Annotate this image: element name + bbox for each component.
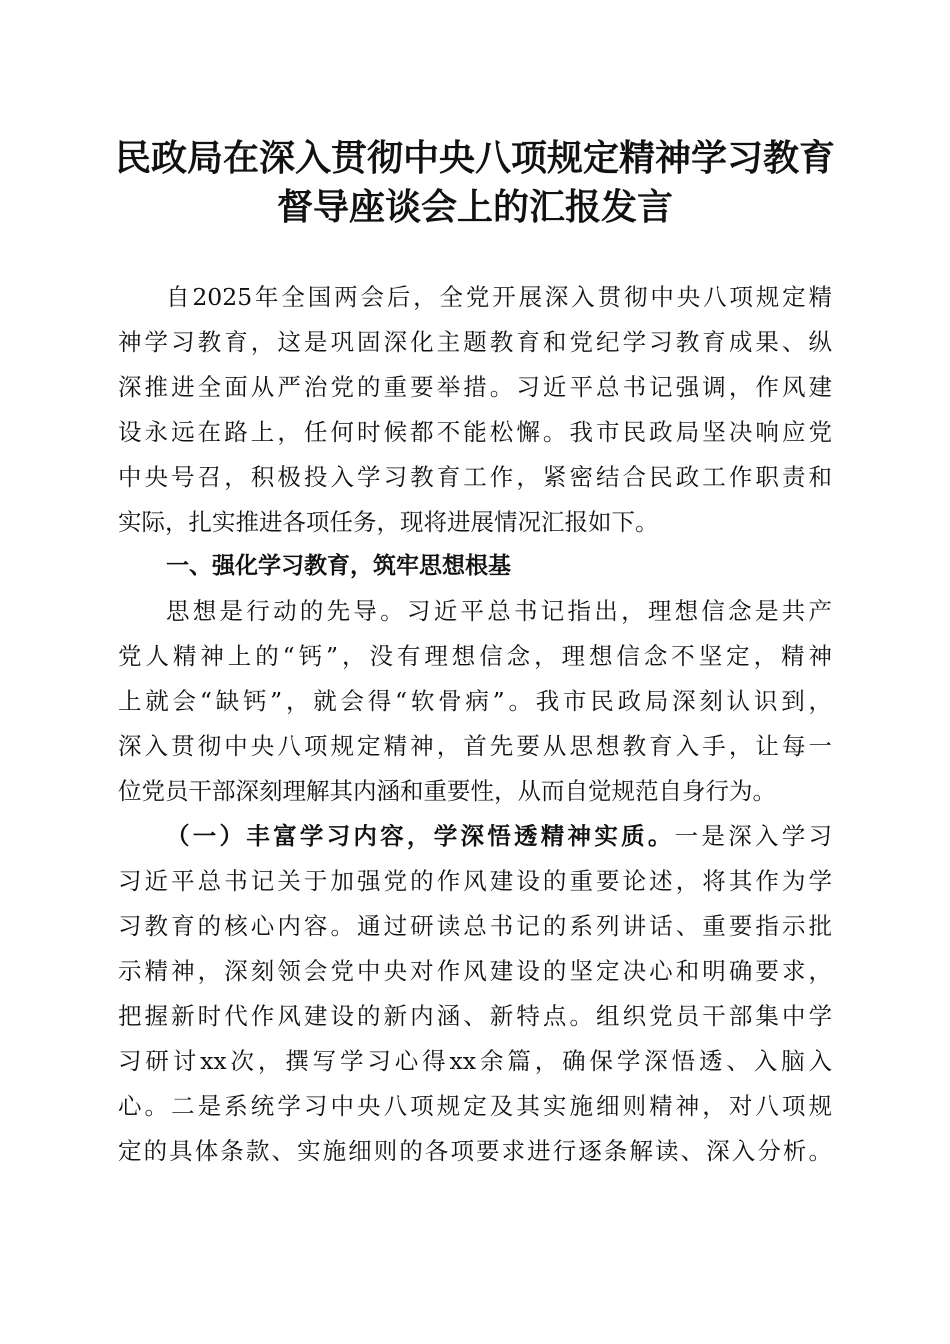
paragraph-3-line-7: 心。二是系统学习中央八项规定及其实施细则精神，对八项规 — [118, 1092, 832, 1120]
paragraph-3-line-6: 习研讨xx次，撰写学习心得xx余篇，确保学深悟透、入脑入 — [118, 1047, 832, 1075]
paragraph-2-line-4: 深入贯彻中央八项规定精神，首先要从思想教育入手，让每一 — [118, 732, 832, 760]
paragraph-1-line-2: 神学习教育，这是巩固深化主题教育和党纪学习教育成果、纵 — [118, 328, 832, 356]
document-title-line-2: 督导座谈会上的汇报发言 — [276, 186, 673, 228]
paragraph-1-line-1: 自2025年全国两会后，全党开展深入贯彻中央八项规定精 — [166, 283, 832, 311]
paragraph-3-first-rest: 一是深入学习 — [674, 822, 833, 850]
paragraph-3-line-4: 示精神，深刻领会党中央对作风建设的坚定决心和明确要求， — [118, 957, 832, 985]
paragraph-2-line-1: 思想是行动的先导。习近平总书记指出，理想信念是共产 — [166, 597, 832, 625]
paragraph-1-line-4: 设永远在路上，任何时候都不能松懈。我市民政局坚决响应党 — [118, 418, 832, 446]
paragraph-2-line-5: 位党员干部深刻理解其内涵和重要性，从而自觉规范自身行为。 — [118, 777, 776, 805]
document-title-line-1: 民政局在深入贯彻中央八项规定精神学习教育 — [114, 137, 835, 179]
paragraph-3-line-5: 把握新时代作风建设的新内涵、新特点。组织党员干部集中学 — [118, 1002, 832, 1030]
paragraph-3-line-3: 习教育的核心内容。通过研读总书记的系列讲话、重要指示批 — [118, 912, 832, 940]
paragraph-3-line-1 — [166, 814, 832, 859]
paragraph-3-line-2: 习近平总书记关于加强党的作风建设的重要论述，将其作为学 — [118, 867, 832, 895]
section-heading-1: 一、强化学习教育，筑牢思想根基 — [166, 553, 511, 579]
paragraph-1-line-5: 中央号召，积极投入学习教育工作，紧密结合民政工作职责和 — [118, 463, 832, 491]
paragraph-1-line-6: 实际，扎实推进各项任务，现将进展情况汇报如下。 — [118, 508, 659, 536]
paragraph-3-bold-lead: （一）丰富学习内容，学深悟透精神实质。 — [166, 822, 675, 850]
paragraph-1-line-3: 深推进全面从严治党的重要举措。习近平总书记强调，作风建 — [118, 373, 832, 401]
paragraph-2-line-3: 上就会“缺钙”，就会得“软骨病”。我市民政局深刻认识到， — [118, 687, 832, 715]
paragraph-3-line-8: 定的具体条款、实施细则的各项要求进行逐条解读、深入分析。 — [118, 1137, 832, 1165]
paragraph-2-line-2: 党人精神上的“钙”，没有理想信念，理想信念不坚定，精神 — [118, 642, 832, 670]
